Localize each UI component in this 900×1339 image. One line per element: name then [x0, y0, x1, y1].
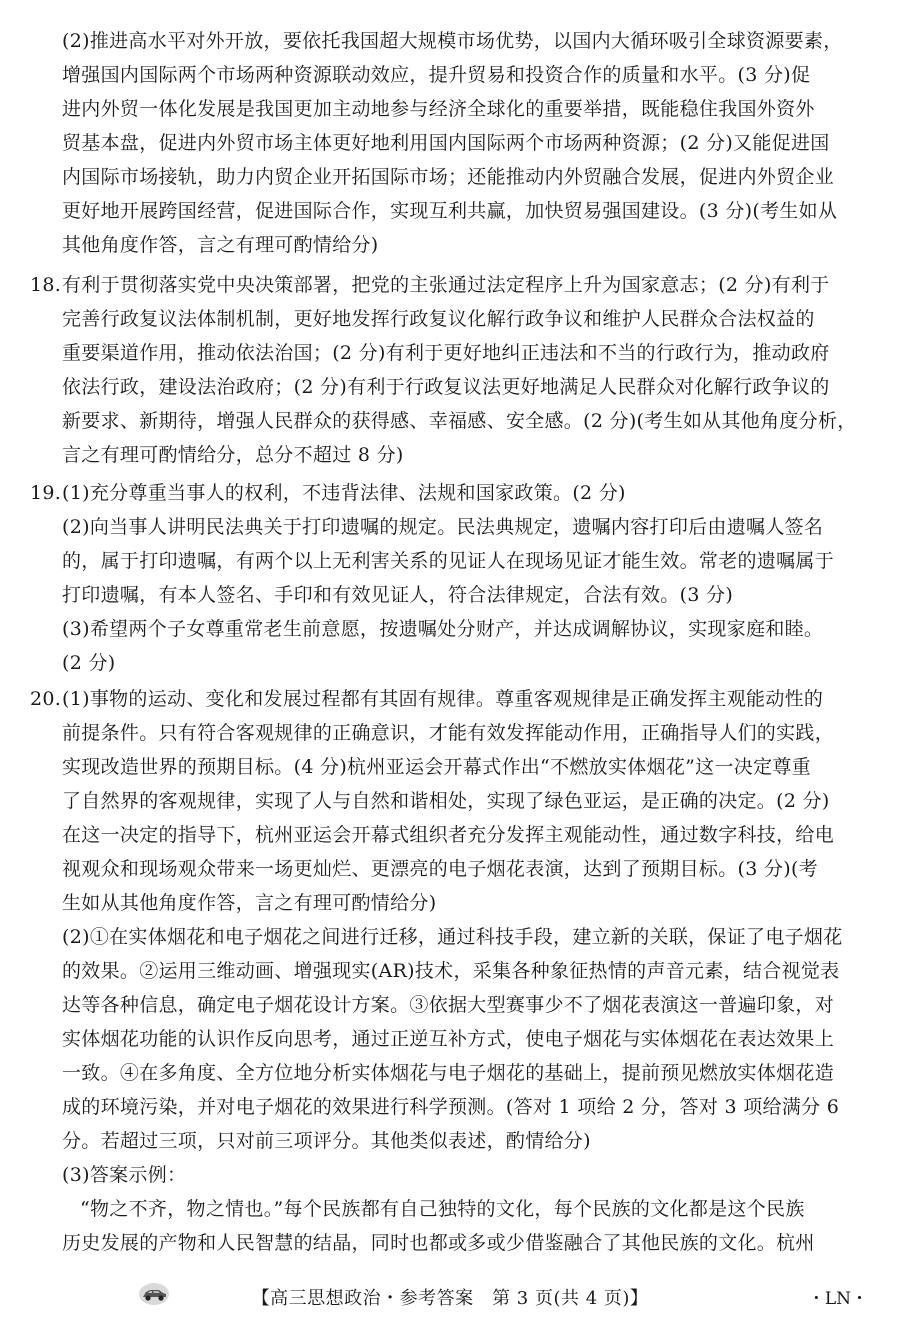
text-line: (1)充分尊重当事人的权利，不违背法律、法规和国家政策。(2 分) [62, 482, 626, 504]
text-line: 言之有理可酌情给分，总分不超过 8 分) [62, 444, 404, 466]
text-line: 完善行政复议法体制机制，更好地发挥行政复议化解行政争议和维护人民群众合法权益的 [62, 308, 815, 330]
text-line: (2)推进高水平对外开放，要依托我国超大规模市场优势，以国内大循环吸引全球资源要素， [62, 30, 843, 52]
text-line: 重要渠道作用，推动依法治国；(2 分)有利于更好地纠正违法和不当的行政行为，推动政府 [62, 342, 830, 364]
text-line: 达等各种信息，确定电子烟花设计方案。③依据大型赛事少不了烟花表演这一普遍印象，对 [62, 994, 835, 1016]
text-line: (2)向当事人讲明民法典关于打印遗嘱的规定。民法典规定，遗嘱内容打印后由遗嘱人签名 [62, 516, 824, 538]
text-line: 进内外贸一体化发展是我国更加主动地参与经济全球化的重要举措，既能稳住我国外资外 [62, 98, 815, 120]
text-line: 新要求、新期待，增强人民群众的获得感、幸福感、安全感。(2 分)(考生如从其他角度分析， [62, 410, 857, 432]
footer-title: 【高三思想政治・参考答案 第 3 页(共 4 页)】 [251, 1288, 649, 1309]
q19-answer [30, 476, 870, 680]
text-line: (3)答案示例： [62, 1164, 187, 1186]
text-line: 生如从其他角度作答，言之有理可酌情给分) [62, 892, 437, 914]
text-line: 分。若超过三项，只对前三项评分。其他类似表述，酌情给分) [62, 1130, 591, 1152]
text-line: 的效果。②运用三维动画、增强现实(AR)技术，采集各种象征热情的声音元素，结合视觉表 [62, 960, 840, 982]
text-line: 实体烟花功能的认识作反向思考，通过正逆互补方式，使电子烟花与实体烟花在表达效果上 [62, 1028, 835, 1050]
text-line: 增强国内国际两个市场两种资源联动效应，提升贸易和投资合作的质量和水平。(3 分)促 [62, 64, 811, 86]
text-line: 有利于贯彻落实党中央决策部署，把党的主张通过法定程序上升为国家意志；(2 分)有利于 [62, 274, 830, 296]
question-number: 18. [30, 274, 62, 296]
text-line: 的，属于打印遗嘱，有两个以上无利害关系的见证人在现场见证才能生效。常老的遗嘱属于 [62, 550, 835, 572]
text-line: 其他角度作答，言之有理可酌情给分) [62, 234, 379, 256]
q18-answer [30, 268, 870, 472]
text-line: 打印遗嘱，有本人签名、手印和有效见证人，符合法律规定，合法有效。(3 分) [62, 584, 734, 606]
q17-part2 [30, 24, 870, 262]
text-line: (1)事物的运动、变化和发展过程都有其固有规律。尊重客观规律是正确发挥主观能动性的 [62, 688, 824, 710]
text-line: 在这一决定的指导下，杭州亚运会开幕式组织者充分发挥主观能动性，通过数字科技，给电 [62, 824, 835, 846]
text-line: “物之不齐，物之情也。”每个民族都有自己独特的文化，每个民族的文化都是这个民族 [80, 1198, 805, 1220]
question-number: 19. [30, 482, 62, 504]
text-line: (2 分) [62, 652, 116, 674]
text-line: 成的环境污染，并对电子烟花的效果进行科学预测。(答对 1 项给 2 分，答对 3 项给满分 6 [62, 1096, 840, 1118]
q20-answer [30, 682, 870, 1260]
text-line: 依法行政，建设法治政府；(2 分)有利于行政复议法更好地满足人民群众对化解行政争议的 [62, 376, 830, 398]
text-line: 贸基本盘，促进内外贸市场主体更好地利用国内国际两个市场两种资源；(2 分)又能促进国 [62, 132, 830, 154]
text-line: (3)希望两个子女尊重常老生前意愿，按遗嘱处分财产，并达成调解协议，实现家庭和睦。 [62, 618, 824, 640]
question-number: 20. [30, 688, 62, 710]
text-line: 前提条件。只有符合客观规律的正确意识，才能有效发挥能动作用，正确指导人们的实践， [62, 722, 835, 744]
text-line: 了自然界的客观规律，实现了人与自然和谐相处，实现了绿色亚运，是正确的决定。(2 分) [62, 790, 830, 812]
page-footer [0, 1280, 900, 1316]
text-line: 更好地开展跨国经营，促进国际合作，实现互利共赢，加快贸易强国建设。(3 分)(考生如从 [62, 200, 838, 222]
text-line: 一致。④在多角度、全方位地分析实体烟花与电子烟花的基础上，提前预见燃放实体烟花造 [62, 1062, 835, 1084]
text-line: 历史发展的产物和人民智慧的结晶，同时也都或多或少借鉴融合了其他民族的文化。杭州 [62, 1232, 815, 1254]
text-line: 视观众和现场观众带来一场更灿烂、更漂亮的电子烟花表演，达到了预期目标。(3 分)(考 [62, 858, 818, 880]
footer-code: ・LN・ [807, 1289, 868, 1309]
text-line: (2)①在实体烟花和电子烟花之间进行迁移，通过科技手段，建立新的关联，保证了电子烟花 [62, 926, 843, 948]
text-line: 实现改造世界的预期目标。(4 分)杭州亚运会开幕式作出“不燃放实体烟花”这一决定尊重 [62, 756, 811, 778]
text-line: 内国际市场接轨，助力内贸企业开拓国际市场；还能推动内外贸融合发展，促进内外贸企业 [62, 166, 835, 188]
